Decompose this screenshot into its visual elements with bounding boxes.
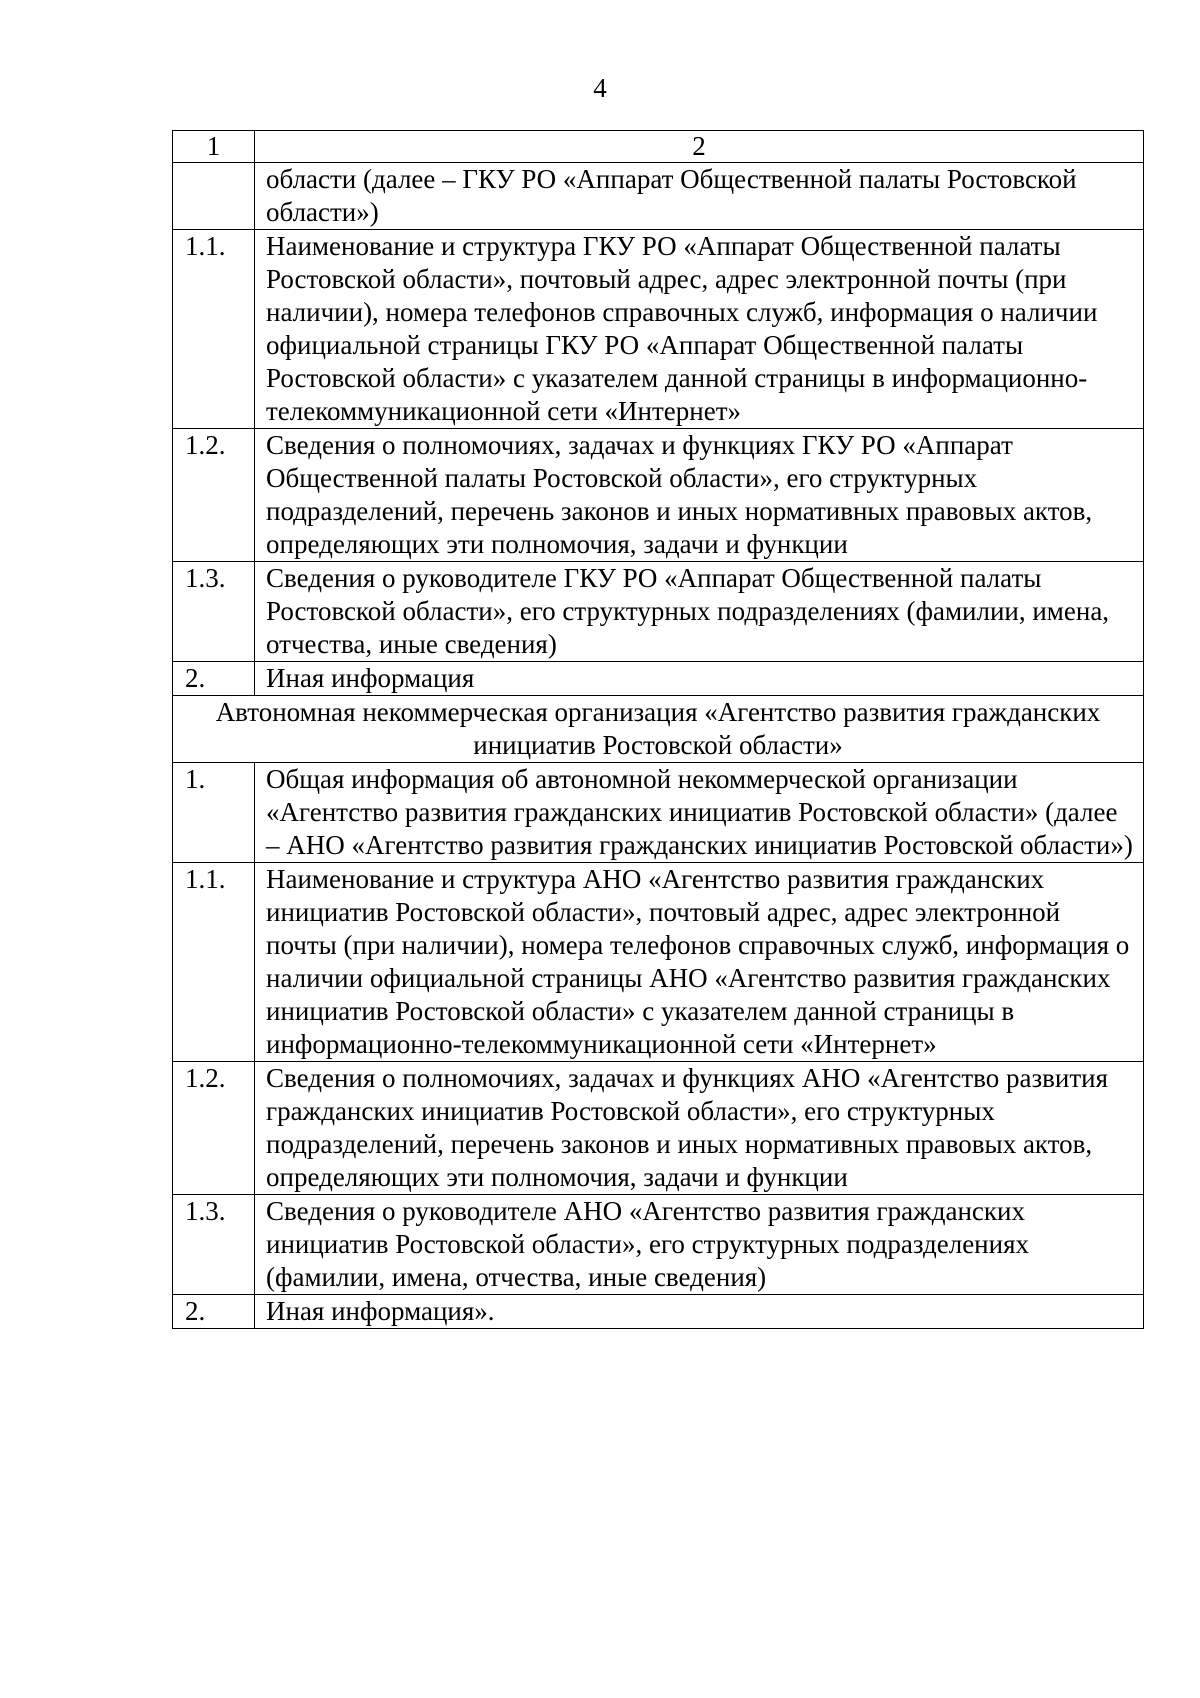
table-row bbox=[173, 429, 1144, 562]
table-row bbox=[173, 662, 1144, 696]
table-row bbox=[173, 163, 1144, 230]
row-text: Сведения о руководителе АНО «Агентство развития гражданских инициатив Ростовской области», его структурных подразделениях (фамилии, имена, отчества, иные сведения) bbox=[255, 1195, 1144, 1295]
header-col-1: 1 bbox=[173, 131, 255, 163]
row-number: 1.1. bbox=[173, 230, 255, 429]
table-section-row bbox=[173, 696, 1144, 763]
table-body bbox=[173, 131, 1144, 1329]
table-row bbox=[173, 763, 1144, 863]
row-text: Сведения о полномочиях, задачах и функциях ГКУ РО «Аппарат Общественной палаты Ростовской области», его структурных подразделений, перечень законов и иных нормативных правовых актов, определяющих эти полномочия, задачи и функции bbox=[255, 429, 1144, 562]
row-number: 1.1. bbox=[173, 863, 255, 1062]
row-text: Наименование и структура ГКУ РО «Аппарат Общественной палаты Ростовской области», почтовый адрес, адрес электронной почты (при наличии), номера телефонов справочных служб, информация о наличии официальной страницы ГКУ РО «Аппарат Общественной палаты Ростовской области» с указателем данной страницы в информационно-телекоммуникационной сети «Интернет» bbox=[255, 230, 1144, 429]
row-number: 1.3. bbox=[173, 562, 255, 662]
table-row bbox=[173, 230, 1144, 429]
row-number: 2. bbox=[173, 662, 255, 696]
row-number: 1.2. bbox=[173, 429, 255, 562]
row-number bbox=[173, 163, 255, 230]
row-text: области (далее – ГКУ РО «Аппарат Общественной палаты Ростовской области») bbox=[255, 163, 1144, 230]
row-number: 1. bbox=[173, 763, 255, 863]
row-text: Сведения о руководителе ГКУ РО «Аппарат Общественной палаты Ростовской области», его структурных подразделениях (фамилии, имена, отчества, иные сведения) bbox=[255, 562, 1144, 662]
table-row bbox=[173, 863, 1144, 1062]
row-text: Наименование и структура АНО «Агентство развития гражданских инициатив Ростовской области», почтовый адрес, адрес электронной почты (при наличии), номера телефонов справочных служб, информация о наличии официальной страницы АНО «Агентство развития гражданских инициатив Ростовской области» с указателем данной страницы в информационно-телекоммуникационной сети «Интернет» bbox=[255, 863, 1144, 1062]
table-row bbox=[173, 1195, 1144, 1295]
row-number: 1.3. bbox=[173, 1195, 255, 1295]
table-row bbox=[173, 562, 1144, 662]
row-text: Сведения о полномочиях, задачах и функциях АНО «Агентство развития гражданских инициатив Ростовской области», его структурных подразделений, перечень законов и иных нормативных правовых актов, определяющих эти полномочия, задачи и функции bbox=[255, 1062, 1144, 1195]
table-header-row bbox=[173, 131, 1144, 163]
row-number: 1.2. bbox=[173, 1062, 255, 1195]
row-number: 2. bbox=[173, 1295, 255, 1329]
table-row bbox=[173, 1062, 1144, 1195]
row-text: Иная информация». bbox=[255, 1295, 1144, 1329]
section-title: Автономная некоммерческая организация «Агентство развития гражданских инициатив Ростовской области» bbox=[173, 696, 1144, 763]
row-text: Иная информация bbox=[255, 662, 1144, 696]
information-table bbox=[172, 130, 1144, 1329]
page-number: 4 bbox=[593, 73, 607, 103]
header-col-2: 2 bbox=[255, 131, 1144, 163]
table-row bbox=[173, 1295, 1144, 1329]
row-text: Общая информация об автономной некоммерческой организации «Агентство развития гражданских инициатив Ростовской области» (далее – АНО «Агентство развития гражданских инициатив Ростовской области») bbox=[255, 763, 1144, 863]
